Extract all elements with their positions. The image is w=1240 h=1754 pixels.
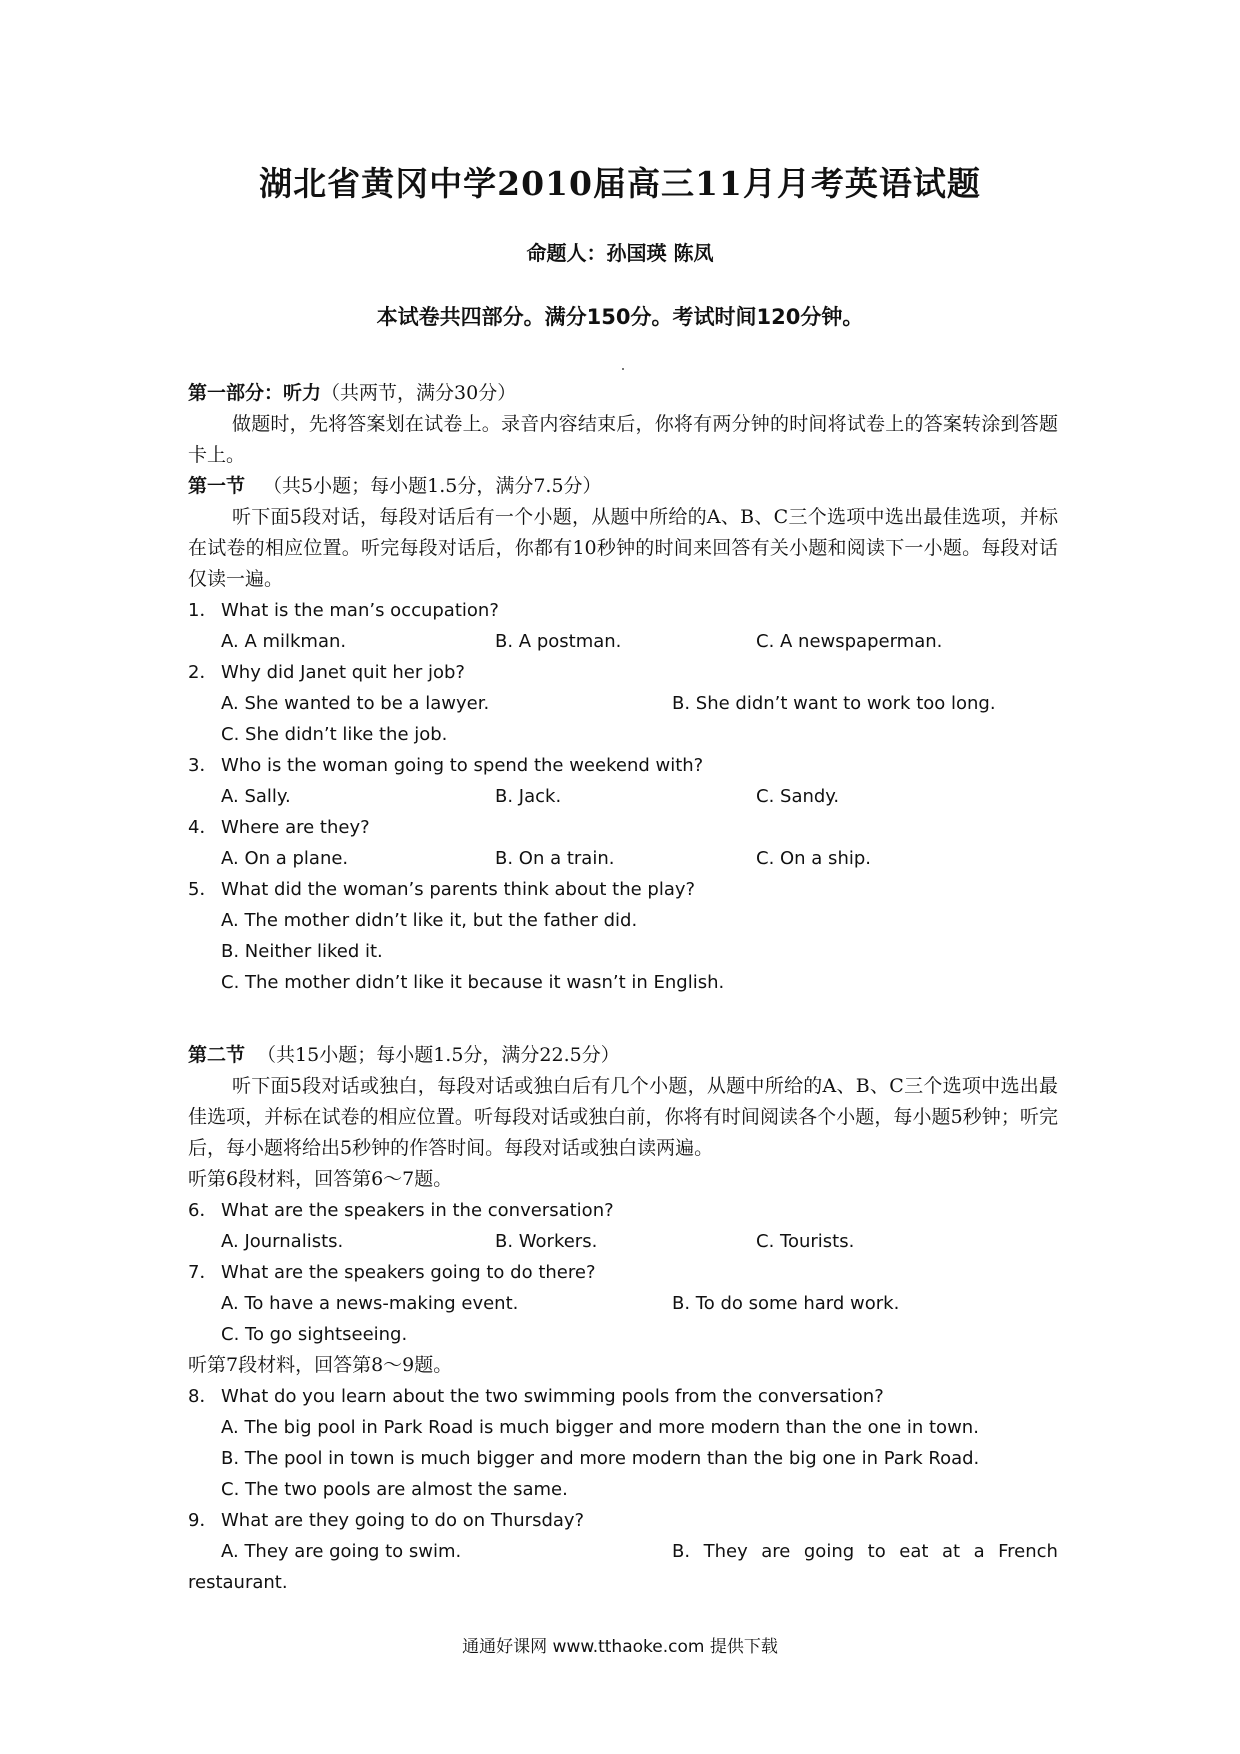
question-number: 2． <box>188 662 218 683</box>
option-b: B. She didn’t want to work too long. <box>672 693 996 714</box>
exam-author: 命题人：孙国瑛 陈凤 <box>526 241 714 265</box>
option-b-word: going <box>803 1541 855 1562</box>
section1-heading <box>188 471 1058 502</box>
question-6 <box>188 1195 1058 1226</box>
options-row <box>188 1319 1058 1350</box>
question-5 <box>188 874 1058 905</box>
material-6-note: 听第6段材料，回答第6～7题。 <box>188 1168 453 1190</box>
section1-label: 第一节 <box>188 475 246 497</box>
question-number: 3． <box>188 755 218 776</box>
option-b: B. On a train. <box>495 848 615 869</box>
option-a: A. The big pool in Park Road is much bigger and more modern than the one in town. <box>221 1417 979 1438</box>
options-row <box>188 781 1058 812</box>
option-b-word: eat <box>899 1541 929 1562</box>
section2-note: （共15小题；每小题1.5分，满分22.5分） <box>257 1044 620 1066</box>
part1-note: （共两节，满分30分） <box>321 382 517 404</box>
section2-heading <box>188 1040 1058 1071</box>
stray-dot <box>622 368 624 370</box>
question-number: 6． <box>188 1200 218 1221</box>
options-row <box>188 843 1058 874</box>
section2-instruction: 听下面5段对话或独白，每段对话或独白后有几个小题，从题中所给的A、B、C三个选项中选出最佳选项，并标在试卷的相应位置。听每段对话或独白前，你将有时间阅读各个小题，每小题5秒钟；听完后，每小题将给出5秒钟的作答时间。每段对话或独白读两遍。 <box>188 1075 1058 1159</box>
option-a: A. Journalists. <box>221 1231 344 1252</box>
question-text: Where are they? <box>221 817 370 838</box>
option-b: B. The pool in town is much bigger and more modern than the big one in Park Road. <box>221 1448 980 1469</box>
question-number: 8． <box>188 1386 218 1407</box>
question-3 <box>188 750 1058 781</box>
option-a: A. The mother didn’t like it, but the father did. <box>221 910 638 931</box>
section2-block <box>188 1040 1058 1598</box>
option-b: B. Jack. <box>495 786 562 807</box>
options-row <box>188 967 1058 998</box>
option-c: C. Tourists. <box>756 1231 855 1252</box>
option-b-word: They <box>703 1541 748 1562</box>
options-row <box>188 905 1058 936</box>
option-b: B. A postman. <box>495 631 622 652</box>
options-row <box>188 719 1058 750</box>
question-number: 7． <box>188 1262 218 1283</box>
section1-instruction: 听下面5段对话，每段对话后有一个小题，从题中所给的A、B、C三个选项中选出最佳选项，并标在试卷的相应位置。听完每段对话后，你都有10秒钟的时间来回答有关小题和阅读下一小题。每段对话仅读一遍。 <box>188 506 1058 590</box>
option-b: B. Workers. <box>495 1231 598 1252</box>
question-7 <box>188 1257 1058 1288</box>
option-a: A. To have a news-making event. <box>221 1293 519 1314</box>
option-b-word: French <box>998 1541 1058 1562</box>
question-text: What are the speakers in the conversation? <box>221 1200 614 1221</box>
option-a: A. They are going to swim. <box>221 1541 462 1562</box>
part1-block <box>188 378 1058 998</box>
question-text: What do you learn about the two swimming pools from the conversation? <box>221 1386 884 1407</box>
option-c: C. The two pools are almost the same. <box>221 1479 568 1500</box>
option-b-word: at <box>941 1541 961 1562</box>
question-number: 1． <box>188 600 218 621</box>
option-c: C. Sandy. <box>756 786 840 807</box>
question-text: What are the speakers going to do there? <box>221 1262 596 1283</box>
question-4 <box>188 812 1058 843</box>
question-2 <box>188 657 1058 688</box>
question-8 <box>188 1381 1058 1412</box>
question-9 <box>188 1505 1058 1536</box>
page-footer: 通通好课网 www.tthaoke.com 提供下载 <box>462 1637 778 1657</box>
section1-note: （共5小题；每小题1.5分，满分7.5分） <box>263 475 602 497</box>
material-7-note: 听第7段材料，回答第8～9题。 <box>188 1354 453 1376</box>
option-c: C. She didn’t like the job. <box>221 724 448 745</box>
part1-instruction: 做题时，先将答案划在试卷上。录音内容结束后，你将有两分钟的时间将试卷上的答案转涂到答题卡上。 <box>188 413 1058 466</box>
option-a: A. On a plane. <box>221 848 349 869</box>
question-text: Who is the woman going to spend the weekend with? <box>221 755 704 776</box>
option-b: B. Neither liked it. <box>221 941 383 962</box>
option-a: A. A milkman. <box>221 631 347 652</box>
question-text: What is the man’s occupation? <box>221 600 499 621</box>
question-1 <box>188 595 1058 626</box>
option-b-continuation: restaurant. <box>188 1572 288 1593</box>
option-a: A. Sally. <box>221 786 291 807</box>
options-row <box>188 1567 1058 1598</box>
question-number: 5． <box>188 879 218 900</box>
exam-title: 湖北省黄冈中学2010届高三11月月考英语试题 <box>259 164 981 203</box>
option-b: B. To do some hard work. <box>672 1293 900 1314</box>
options-row <box>188 1226 1058 1257</box>
part1-heading <box>188 378 1058 409</box>
option-b-word: are <box>761 1541 791 1562</box>
options-row <box>188 936 1058 967</box>
option-c: C. The mother didn’t like it because it wasn’t in English. <box>221 972 725 993</box>
question-text: What did the woman’s parents think about the play? <box>221 879 696 900</box>
part1-label: 第一部分：听力 <box>188 382 322 404</box>
question-text: Why did Janet quit her job? <box>221 662 465 683</box>
option-c: C. A newspaperman. <box>756 631 943 652</box>
options-row <box>188 1536 1058 1567</box>
option-b-word: to <box>867 1541 886 1562</box>
options-row <box>188 688 1058 719</box>
question-text: What are they going to do on Thursday? <box>221 1510 585 1531</box>
option-b-word: a <box>973 1541 985 1562</box>
options-row <box>188 1412 1058 1443</box>
option-b-word: B. <box>672 1541 691 1562</box>
question-number: 4． <box>188 817 218 838</box>
options-row <box>188 1443 1058 1474</box>
option-b <box>672 1536 1058 1567</box>
question-number: 9． <box>188 1510 218 1531</box>
option-a: A. She wanted to be a lawyer. <box>221 693 490 714</box>
exam-info: 本试卷共四部分。满分150分。考试时间120分钟。 <box>376 305 864 329</box>
section2-label: 第二节 <box>188 1044 246 1066</box>
options-row <box>188 1474 1058 1505</box>
options-row <box>188 626 1058 657</box>
option-c: C. On a ship. <box>756 848 871 869</box>
options-row <box>188 1288 1058 1319</box>
option-c: C. To go sightseeing. <box>221 1324 408 1345</box>
